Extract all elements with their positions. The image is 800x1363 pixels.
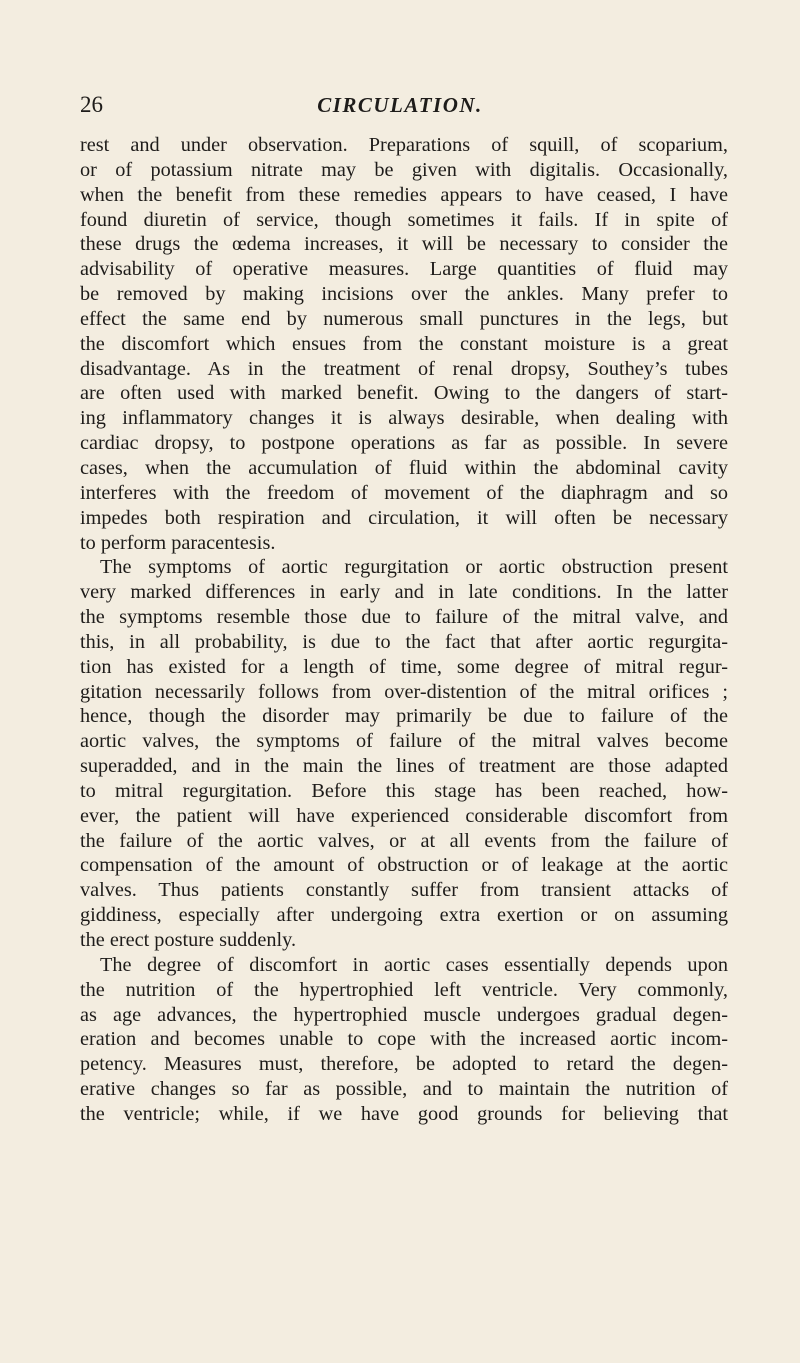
text-line: the discomfort which ensues from the constant moisture is a great <box>80 332 728 355</box>
text-line: the erect posture suddenly. <box>80 929 297 951</box>
page-header <box>0 90 800 120</box>
text-line: the nutrition of the hypertrophied left ventricle. Very commonly, <box>80 978 728 1001</box>
text-line: superadded, and in the main the lines of treatment are those adapted <box>80 755 728 778</box>
text-line: hence, though the disorder may primarily be due to failure of the <box>80 705 728 728</box>
text-line: effect the same end by numerous small punctures in the legs, but <box>80 307 728 330</box>
text-line: giddiness, especially after undergoing extra exertion or on assuming <box>80 904 728 927</box>
text-line: found diuretin of service, though sometimes it fails. If in spite of <box>80 208 728 231</box>
text-line: aortic valves, the symptoms of failure of the mitral valves become <box>80 730 728 753</box>
text-line: ever, the patient will have experienced considerable discomfort from <box>80 804 728 827</box>
text-line: compensation of the amount of obstruction or of leakage at the aortic <box>80 854 728 877</box>
text-line: are often used with marked benefit. Owing to the dangers of start- <box>80 382 728 405</box>
text-line: eration and becomes unable to cope with the increased aortic incom- <box>80 1028 728 1051</box>
text-line: interferes with the freedom of movement of the diaphragm and so <box>80 481 728 504</box>
text-line: disadvantage. As in the treatment of renal dropsy, Southey’s tubes <box>80 357 728 380</box>
running-title: CIRCULATION. <box>317 93 483 117</box>
text-line: these drugs the œdema increases, it will be necessary to consider the <box>80 233 728 256</box>
text-line: ing inflammatory changes it is always desirable, when dealing with <box>80 407 728 430</box>
text-line: as age advances, the hypertrophied muscle undergoes gradual degen- <box>80 1003 728 1026</box>
text-line: to mitral regurgitation. Before this stage has been reached, how- <box>80 779 728 802</box>
text-line: erative changes so far as possible, and to maintain the nutrition of <box>80 1078 728 1101</box>
text-line: cases, when the accumulation of fluid within the abdominal cavity <box>80 456 728 479</box>
page-number: 26 <box>80 92 103 117</box>
text-line: the symptoms resemble those due to failure of the mitral valve, and <box>80 606 728 629</box>
text-line: The symptoms of aortic regurgitation or aortic obstruction present <box>100 556 728 579</box>
text-line: or of potassium nitrate may be given with digitalis. Occasionally, <box>80 158 728 181</box>
text-line: impedes both respiration and circulation, it will often be necessary <box>80 506 728 529</box>
text-line: very marked differences in early and in late conditions. In the latter <box>80 581 728 604</box>
text-line: the ventricle; while, if we have good grounds for believing that <box>80 1102 728 1125</box>
text-line: gitation necessarily follows from over-distention of the mitral orifices ; <box>80 680 728 703</box>
text-line: to perform paracentesis. <box>80 531 276 554</box>
text-line: rest and under observation. Preparations of squill, of scoparium, <box>80 134 728 156</box>
text-line: tion has existed for a length of time, some degree of mitral regur- <box>80 655 728 678</box>
text-line: when the benefit from these remedies appears to have ceased, I have <box>80 183 728 206</box>
text-line: advisability of operative measures. Large quantities of fluid may <box>80 258 728 281</box>
text-line: valves. Thus patients constantly suffer from transient attacks of <box>80 879 728 902</box>
text-line: the failure of the aortic valves, or at all events from the failure of <box>80 829 728 852</box>
text-line: The degree of discomfort in aortic cases essentially depends upon <box>100 953 728 976</box>
text-line: this, in all probability, is due to the fact that after aortic regurgita- <box>80 630 728 653</box>
text-line: be removed by making incisions over the ankles. Many prefer to <box>80 283 728 306</box>
text-line: petency. Measures must, therefore, be adopted to retard the degen- <box>80 1053 728 1076</box>
body-text <box>80 133 728 1127</box>
text-line: cardiac dropsy, to postpone operations as far as possible. In severe <box>80 432 728 455</box>
